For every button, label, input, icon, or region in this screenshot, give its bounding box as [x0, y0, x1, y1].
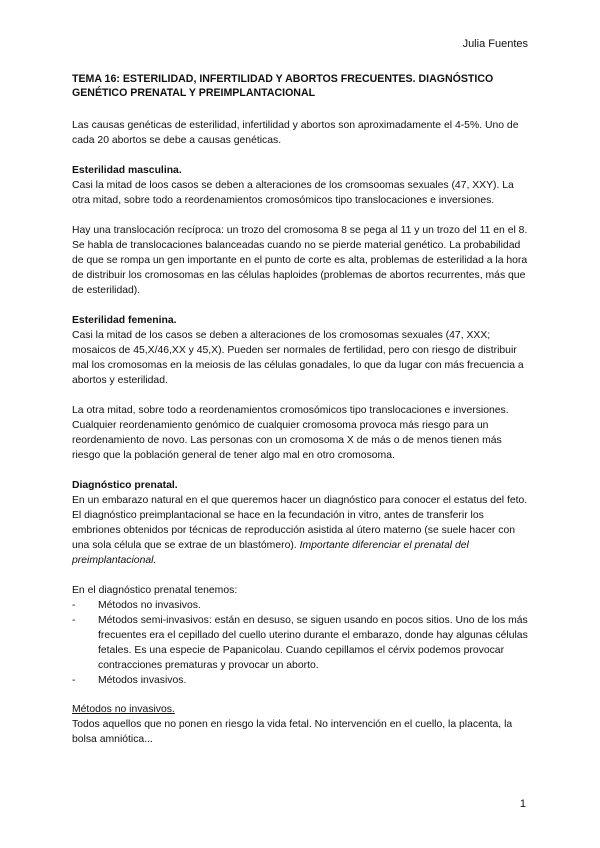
author-header: Julia Fuentes [462, 38, 528, 50]
list-item [72, 598, 532, 613]
paragraph: Hay una translocación recíproca: un trozo del cromosoma 8 se pega al 11 y un trozo del 11 en el 8. Se habla de translocaciones balanceadas cuando no se pierde material genético. La probabilidad de que se rompa un gen importante en el punto de corte es alta, problemas de esterilidad a la hora de distribuir los cromosomas en las células haploides (problemas de abortos recurrentes, más que de esterilidad). [72, 225, 528, 296]
section-heading-underlined: Métodos no invasivos. [72, 704, 175, 715]
list-item-text: Métodos semi-invasivos: están en desuso, se siguen usando en pocos sitios. Uno de los más frecuentes era el cepillado del cuello uterino durante el embarazo, donde hay algunas células fetales. Es una especie de Papanicolau. Cuando cepillamos el cérvix podemos provocar contracciones prematuras y provocar un aborto. [98, 615, 528, 671]
section-esterilidad-femenina [72, 313, 532, 388]
intro-paragraph: Las causas genéticas de esterilidad, infertilidad y abortos son aproximadamente el 4-5%. Uno de cada 20 abortos se debe a causas genéticas. [72, 120, 519, 146]
page-number: 1 [519, 798, 526, 810]
section-metodos-no-invasivos [72, 702, 532, 747]
emphasis-note: Importante diferenciar el prenatal del preimplantacional. [72, 540, 469, 566]
section-heading: Diagnóstico prenatal. [72, 480, 178, 491]
list-intro: En el diagnóstico prenatal tenemos: [72, 585, 238, 596]
paragraph: La otra mitad, sobre todo a reordenamientos cromosómicos tipo translocaciones e inversiones. Cualquier reordenamiento genómico de cualquier cromosoma provoca más riesgo para un reordenamiento de novo. Las personas con un cromosoma X de más o de menos tienen más riesgo que la población general de tener algo mal en otro cromosoma. [72, 405, 509, 461]
paragraph: Casi la mitad de loos casos se deben a alteraciones de los cromsoomas sexuales (47, XXY). La otra mitad, sobre todo a reordenamientos cromosómicos tipo translocaciones e inversiones. [72, 180, 514, 206]
section-diagnostico-prenatal [72, 478, 532, 568]
section-esterilidad-masculina [72, 163, 532, 208]
methods-list [72, 598, 532, 688]
section-heading: Esterilidad masculina. [72, 165, 182, 176]
list-item [72, 613, 532, 673]
list-item-text: Métodos invasivos. [98, 675, 187, 686]
dash-marker: - [72, 675, 76, 686]
document-title: TEMA 16: ESTERILIDAD, INFERTILIDAD Y ABORTOS FRECUENTES. DIAGNÓSTICO GENÉTICO PRENATAL Y PREIMPLANTACIONAL [72, 73, 494, 99]
list-item-text: Métodos no invasivos. [98, 600, 201, 611]
paragraph: Casi la mitad de los casos se deben a alteraciones de los cromosomas sexuales (47, XXX; mosaicos de 45,X/46,XX y 45,X). Pueden ser normales de fertilidad, pero con riesgo de distribuir mal los cromosomas en la meiosis de las células gonadales, lo que da lugar con más frecuencia a abortos y esterilidad. [72, 330, 524, 386]
document-body [72, 72, 532, 762]
section-heading: Esterilidad femenina. [72, 315, 177, 326]
paragraph: En un embarazo natural en el que queremos hacer un diagnóstico para conocer el estatus del feto. El diagnóstico preimplantacional se hace en la fecundación in vitro, antes de transferir los embriones obtenidos por técnicas de reproducción asistida al útero materno (se suele hacer con una sola célula que se extrae de un blastómero). [72, 495, 528, 551]
dash-marker: - [72, 600, 76, 611]
list-item [72, 673, 532, 688]
dash-marker: - [72, 615, 76, 626]
paragraph: Todos aquellos que no ponen en riesgo la vida fetal. No intervención en el cuello, la placenta, la bolsa amniótica... [72, 719, 513, 745]
